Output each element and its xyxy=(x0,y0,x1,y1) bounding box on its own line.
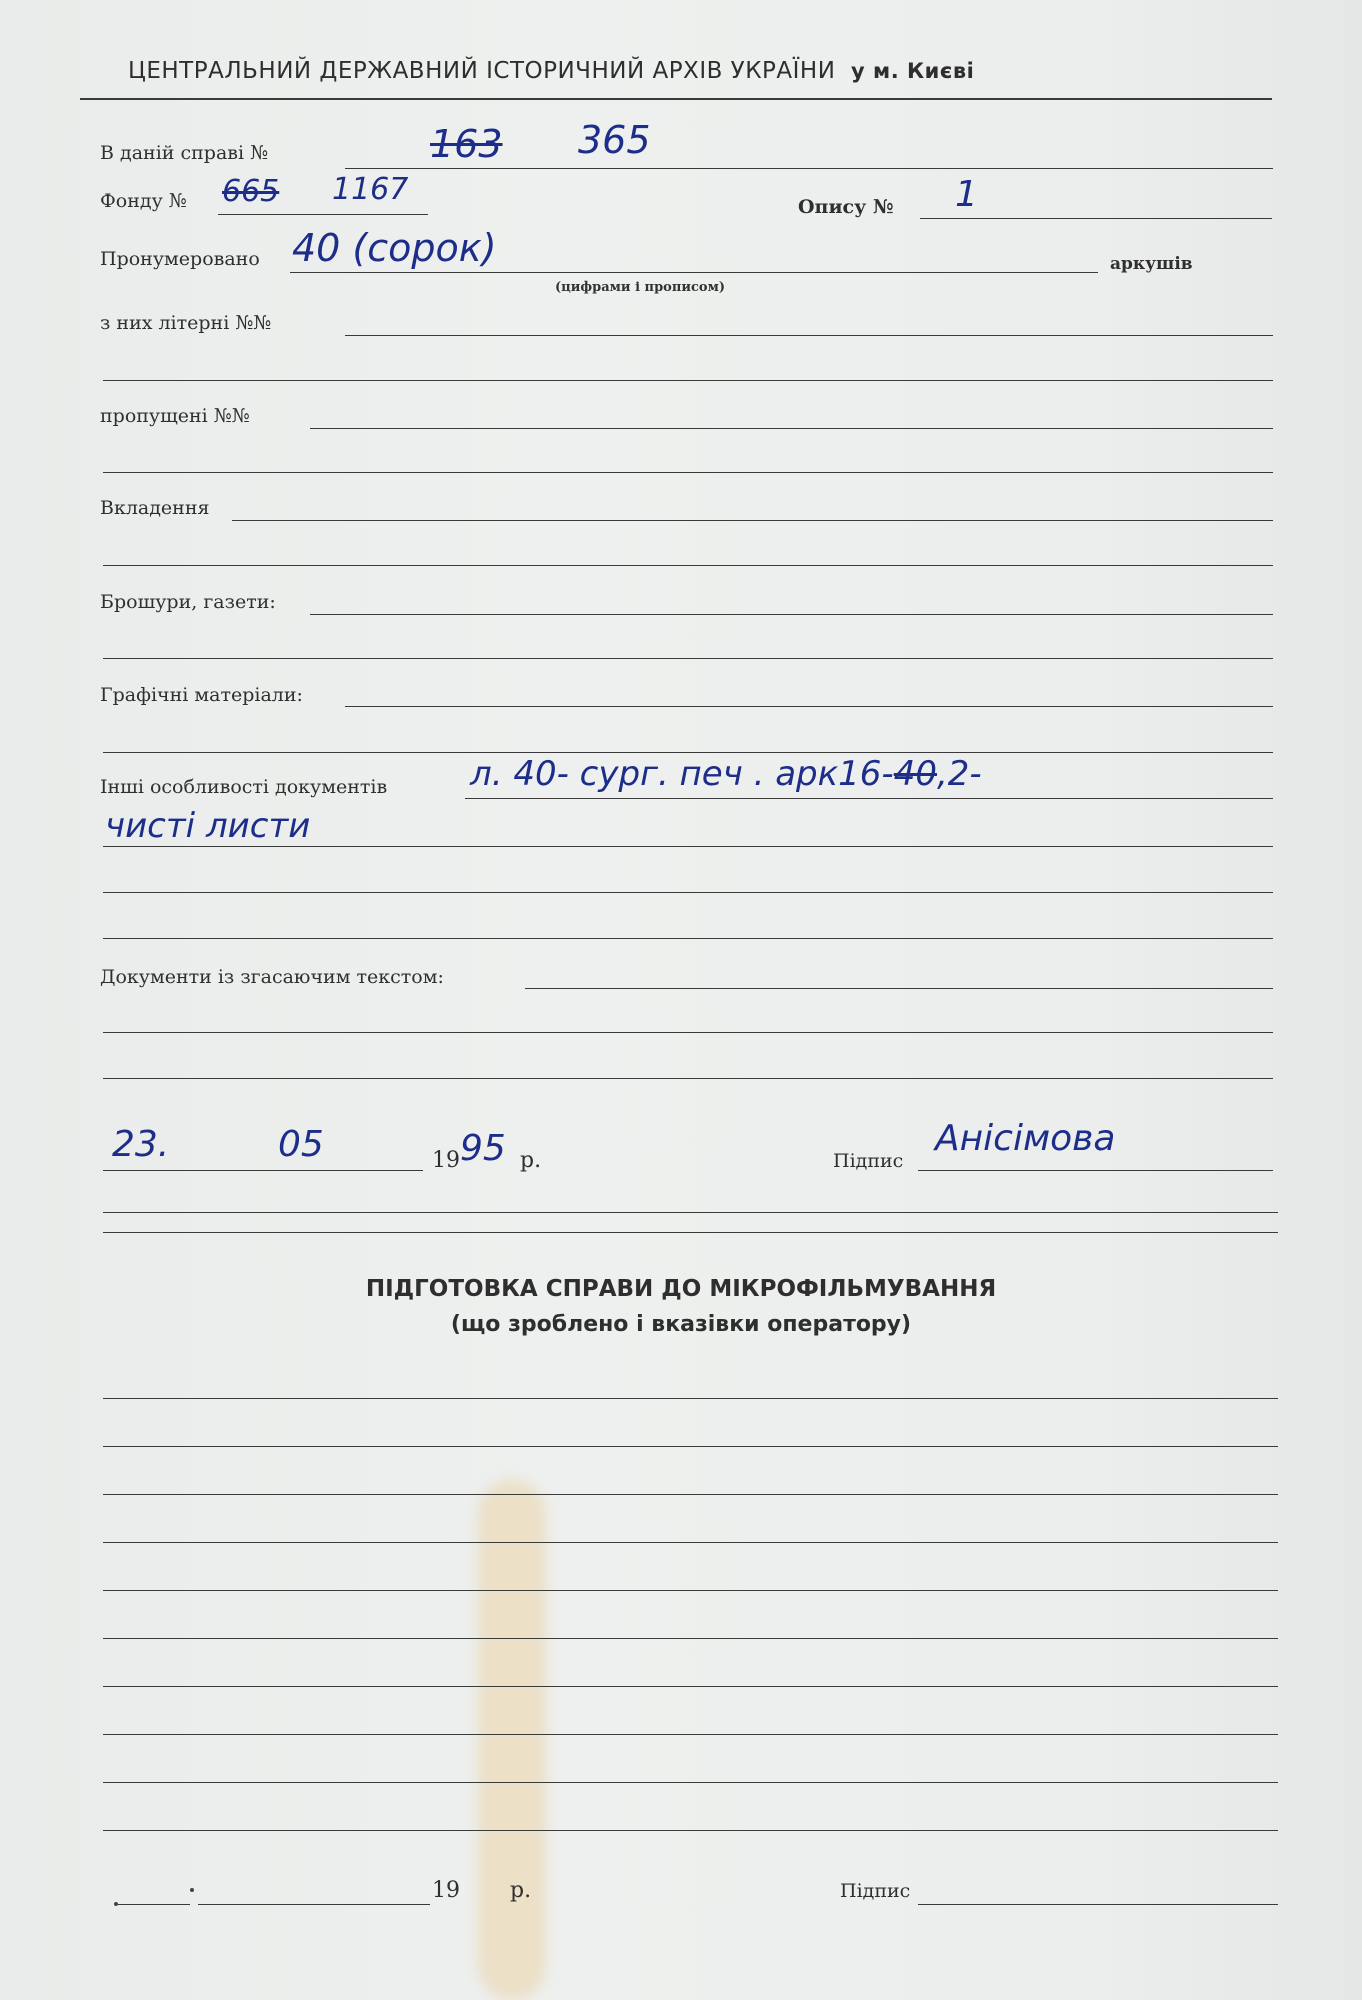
letters-label: з них літерні №№ xyxy=(100,312,272,334)
skipped-label: пропущені №№ xyxy=(100,405,250,427)
opys-line xyxy=(920,218,1272,219)
microfilm-date-day-line xyxy=(118,1904,190,1905)
fond-value: 1167 xyxy=(332,172,409,207)
microfilm-signature-line xyxy=(918,1904,1278,1905)
skipped-line-2 xyxy=(103,472,1273,473)
microfilm-signature-label: Підпис xyxy=(840,1880,911,1902)
other-features-text: л. 40- сург. печ . арк16- xyxy=(470,754,894,794)
microfilm-line-9 xyxy=(103,1782,1278,1783)
opys-label: Опису № xyxy=(798,196,894,218)
faded-text-line xyxy=(525,988,1273,989)
letters-line xyxy=(345,335,1273,336)
microfilm-line-8 xyxy=(103,1734,1278,1735)
numbered-value: 40 (сорок) xyxy=(292,226,497,270)
microfilm-date-line xyxy=(198,1904,430,1905)
graphics-line-2 xyxy=(103,752,1273,753)
faded-text-label: Документи із згасаючим текстом: xyxy=(100,966,444,988)
other-features-struck: 40 xyxy=(893,754,937,794)
microfilm-date-dot xyxy=(114,1902,118,1906)
other-features-value xyxy=(470,754,982,794)
microfilm-date-dot-2 xyxy=(190,1888,194,1892)
graphics-line xyxy=(345,706,1273,707)
other-features-line-4 xyxy=(103,938,1273,939)
date-year-prefix: 19 xyxy=(432,1148,460,1173)
microfilm-year-prefix: 19 xyxy=(432,1878,460,1903)
microfilm-title: ПІДГОТОВКА СПРАВИ ДО МІКРОФІЛЬМУВАННЯ xyxy=(365,1276,997,1302)
header-rule xyxy=(80,98,1272,100)
signature-value: Анісімова xyxy=(935,1118,1116,1159)
attachments-line xyxy=(232,520,1273,521)
microfilm-year-suffix: р. xyxy=(510,1878,532,1903)
microfilm-line-5 xyxy=(103,1590,1278,1591)
date-day: 23. xyxy=(112,1124,170,1165)
archive-city: у м. Києві xyxy=(851,59,975,83)
other-features-line-2 xyxy=(103,846,1273,847)
divider-line-1 xyxy=(103,1212,1278,1213)
attachments-line-2 xyxy=(103,565,1273,566)
archive-name: ЦЕНТРАЛЬНИЙ ДЕРЖАВНИЙ ІСТОРИЧНИЙ АРХІВ УКРАЇНИ xyxy=(128,58,836,84)
microfilm-line-2 xyxy=(103,1446,1278,1447)
paper-stain xyxy=(478,1480,546,2000)
case-number-line xyxy=(345,168,1273,169)
date-line xyxy=(103,1170,423,1171)
brochures-line xyxy=(310,614,1273,615)
opys-value: 1 xyxy=(955,174,978,215)
microfilm-line-3 xyxy=(103,1494,1278,1495)
case-number-struck: 163 xyxy=(430,122,503,166)
divider-line-2 xyxy=(103,1232,1278,1233)
date-suffix: р. xyxy=(520,1148,542,1173)
fond-label: Фонду № xyxy=(100,190,187,212)
attachments-label: Вкладення xyxy=(100,497,210,519)
microfilm-line-6 xyxy=(103,1638,1278,1639)
other-features-line xyxy=(465,798,1273,799)
brochures-label: Брошури, газети: xyxy=(100,591,276,613)
microfilm-line-7 xyxy=(103,1686,1278,1687)
skipped-line xyxy=(310,428,1273,429)
microfilm-line-1 xyxy=(103,1398,1278,1399)
numbered-label: Пронумеровано xyxy=(100,248,260,270)
signature-label: Підпис xyxy=(833,1150,904,1172)
case-number-value: 365 xyxy=(578,118,651,162)
other-features-tail: ,2- xyxy=(936,754,982,794)
fond-value-struck: 665 xyxy=(222,174,280,209)
other-features-line-3 xyxy=(103,892,1273,893)
microfilm-line-4 xyxy=(103,1542,1278,1543)
microfilm-line-10 xyxy=(103,1830,1278,1831)
faded-text-line-3 xyxy=(103,1078,1273,1079)
numbered-line xyxy=(290,272,1098,273)
faded-text-line-2 xyxy=(103,1032,1273,1033)
other-features-label: Інші особливості документів xyxy=(100,776,388,798)
fond-line xyxy=(218,214,428,215)
archive-header xyxy=(128,58,974,84)
letters-line-2 xyxy=(103,380,1273,381)
brochures-line-2 xyxy=(103,658,1273,659)
signature-line xyxy=(918,1170,1273,1171)
graphics-label: Графічні матеріали: xyxy=(100,684,303,706)
sheets-label: аркушів xyxy=(1110,254,1193,274)
microfilm-subtitle: (що зроблено і вказівки оператору) xyxy=(450,1312,912,1337)
numbered-hint: (цифрами і прописом) xyxy=(555,280,726,295)
date-year: 95 xyxy=(460,1128,506,1169)
date-month: 05 xyxy=(278,1124,324,1165)
case-number-label: В даній справі № xyxy=(100,142,269,164)
other-features-value-2: чисті листи xyxy=(105,806,311,846)
